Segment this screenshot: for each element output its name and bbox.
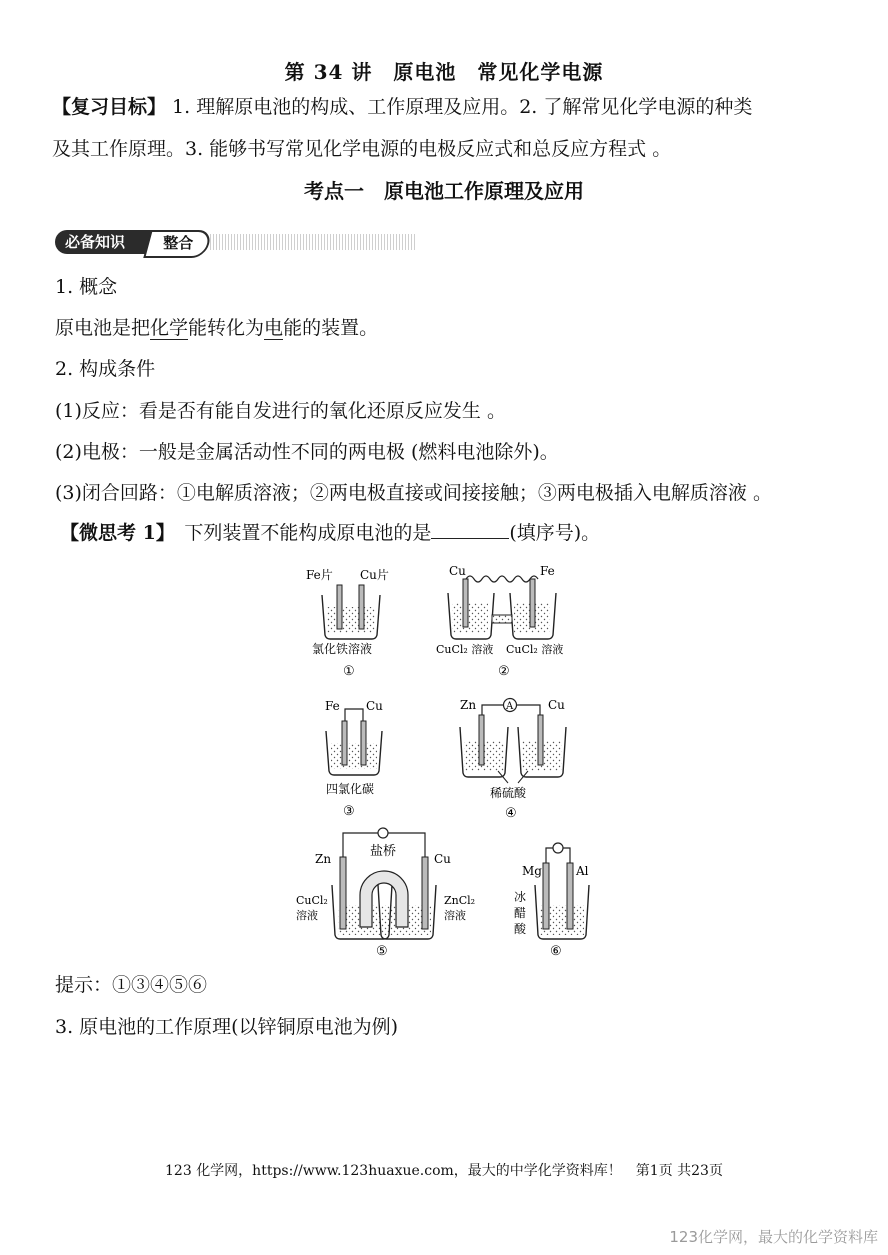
d4-right-label: Cu [548,698,565,712]
diagram-5 [296,828,475,959]
concept-answer-2: 电 [264,317,284,339]
d6-electrode-mg [543,863,549,929]
goals-label: 【复习目标】 [52,96,167,118]
d3-electrode-fe [342,721,347,765]
question-suffix: (填序号)。 [509,522,601,544]
d5-right-label: Cu [434,852,451,866]
d3-electrode-cu [361,721,366,765]
diagram-1 [306,567,389,679]
d6-sol-2: 醋 [514,906,527,920]
d3-number: ③ [343,804,355,819]
d6-galvanometer [553,843,563,853]
d1-right-label: Cu片 [360,568,389,582]
review-goals [52,86,852,170]
d5-sol-left-2: 溶液 [296,909,318,922]
d3-solution [331,743,377,769]
condition-item-2: (2)电极：一般是金属活动性不同的两电极 (燃料电池除外)。 [55,441,559,463]
d4-meter-label: A [506,701,514,712]
knowledge-badge [55,230,415,254]
d6-electrode-al [567,863,573,929]
d1-solution-label: 氯化铁溶液 [312,642,373,656]
d5-electrode-zn [340,857,346,929]
d5-sol-right-1: ZnCl₂ [444,894,476,907]
badge-dark-label: 必备知识 [55,230,165,254]
d4-solution-label: 稀硫酸 [490,786,527,800]
concept-text [55,313,378,340]
d2-right-label: Fe [540,564,555,578]
d3-wire [345,709,363,723]
d2-connector [492,615,512,623]
d1-electrode-fe [337,585,342,629]
concept-heading: 1. 概念 [55,276,118,298]
d6-sol-1: 冰 [514,890,527,904]
condition-item-1: (1)反应：看是否有能自发进行的氧化还原反应发生 。 [55,400,506,422]
badge-light-tab [143,230,213,258]
d5-electrode-cu [422,857,428,929]
d3-left-label: Fe [325,699,340,713]
answer-blank [431,520,509,539]
d6-number: ⑥ [550,944,562,959]
d5-sol-left-1: CuCl₂ [296,894,328,907]
concept-post: 能的装置。 [283,317,379,339]
d2-solution-left [452,603,488,633]
d1-electrode-cu [359,585,364,629]
d2-electrode-cu [463,579,468,627]
d2-number: ② [498,664,510,679]
section-title: 考点一 原电池工作原理及应用 [304,179,584,203]
d2-left-label: Cu [449,564,466,578]
diagram-2 [436,564,563,679]
question-text: 下列装置不能构成原电池的是 [165,522,432,544]
d1-number: ① [343,664,355,679]
page-footer: 123 化学网，https://www.123huaxue.com，最大的中学化学资料库！ 第1页 共23页 [165,1163,723,1179]
hint-text: 提示：①③④⑤⑥ [55,974,208,996]
d5-bridge-label: 盐桥 [370,844,397,859]
diagram-6 [514,843,589,959]
condition-item-3: (3)闭合回路：①电解质溶液；②两电极直接或间接接触；③两电极插入电解质溶液 。 [55,482,772,504]
d4-electrode-zn [479,715,484,765]
goals-text-line1: 1. 理解原电池的构成、工作原理及应用。2. 了解常见化学电源的种类 [166,96,753,118]
d5-sol-right-2: 溶液 [444,909,466,922]
diagram-3 [325,699,383,819]
d6-left-label: Mg [522,864,542,878]
d2-electrode-fe [530,579,535,627]
badge-light-label: 整合 [163,234,194,252]
diagram-4 [460,698,566,821]
d3-right-label: Cu [366,699,383,713]
d5-left-label: Zn [315,852,332,866]
d1-left-label: Fe片 [306,568,333,582]
watermark: 123化学网，最大的化学资料库 [669,1228,878,1246]
d5-galvanometer [378,828,388,838]
goals-text-line2: 及其工作原理。3. 能够书写常见化学电源的电极反应式和总反应方程式 。 [52,138,672,160]
d2-solution-right-label: CuCl₂ 溶液 [506,643,564,656]
d2-solution-left-label: CuCl₂ 溶液 [436,643,494,656]
d6-right-label: Al [576,864,589,878]
apparatus-figures [0,555,888,965]
d4-left-label: Zn [460,698,477,712]
question-label: 【微思考 1】 [60,522,166,544]
d4-pointer-lines [498,771,528,783]
d4-number: ④ [505,806,517,821]
d6-sol-3: 酸 [514,922,527,936]
micro-question [60,518,600,545]
d2-wire [466,576,538,582]
concept-mid: 能转化为 [188,317,265,339]
conditions-heading: 2. 构成条件 [55,358,156,380]
concept-answer-1: 化学 [150,317,189,339]
concept-pre: 原电池是把 [55,317,151,339]
d1-solution [327,607,375,633]
badge-stripe [210,234,415,250]
principle-heading: 3. 原电池的工作原理(以锌铜原电池为例) [55,1016,398,1038]
d3-solution-label: 四氯化碳 [326,782,375,796]
d5-number: ⑤ [376,944,388,959]
page-title: 第 34 讲 原电池 常见化学电源 [284,60,604,84]
d4-electrode-cu [538,715,543,765]
